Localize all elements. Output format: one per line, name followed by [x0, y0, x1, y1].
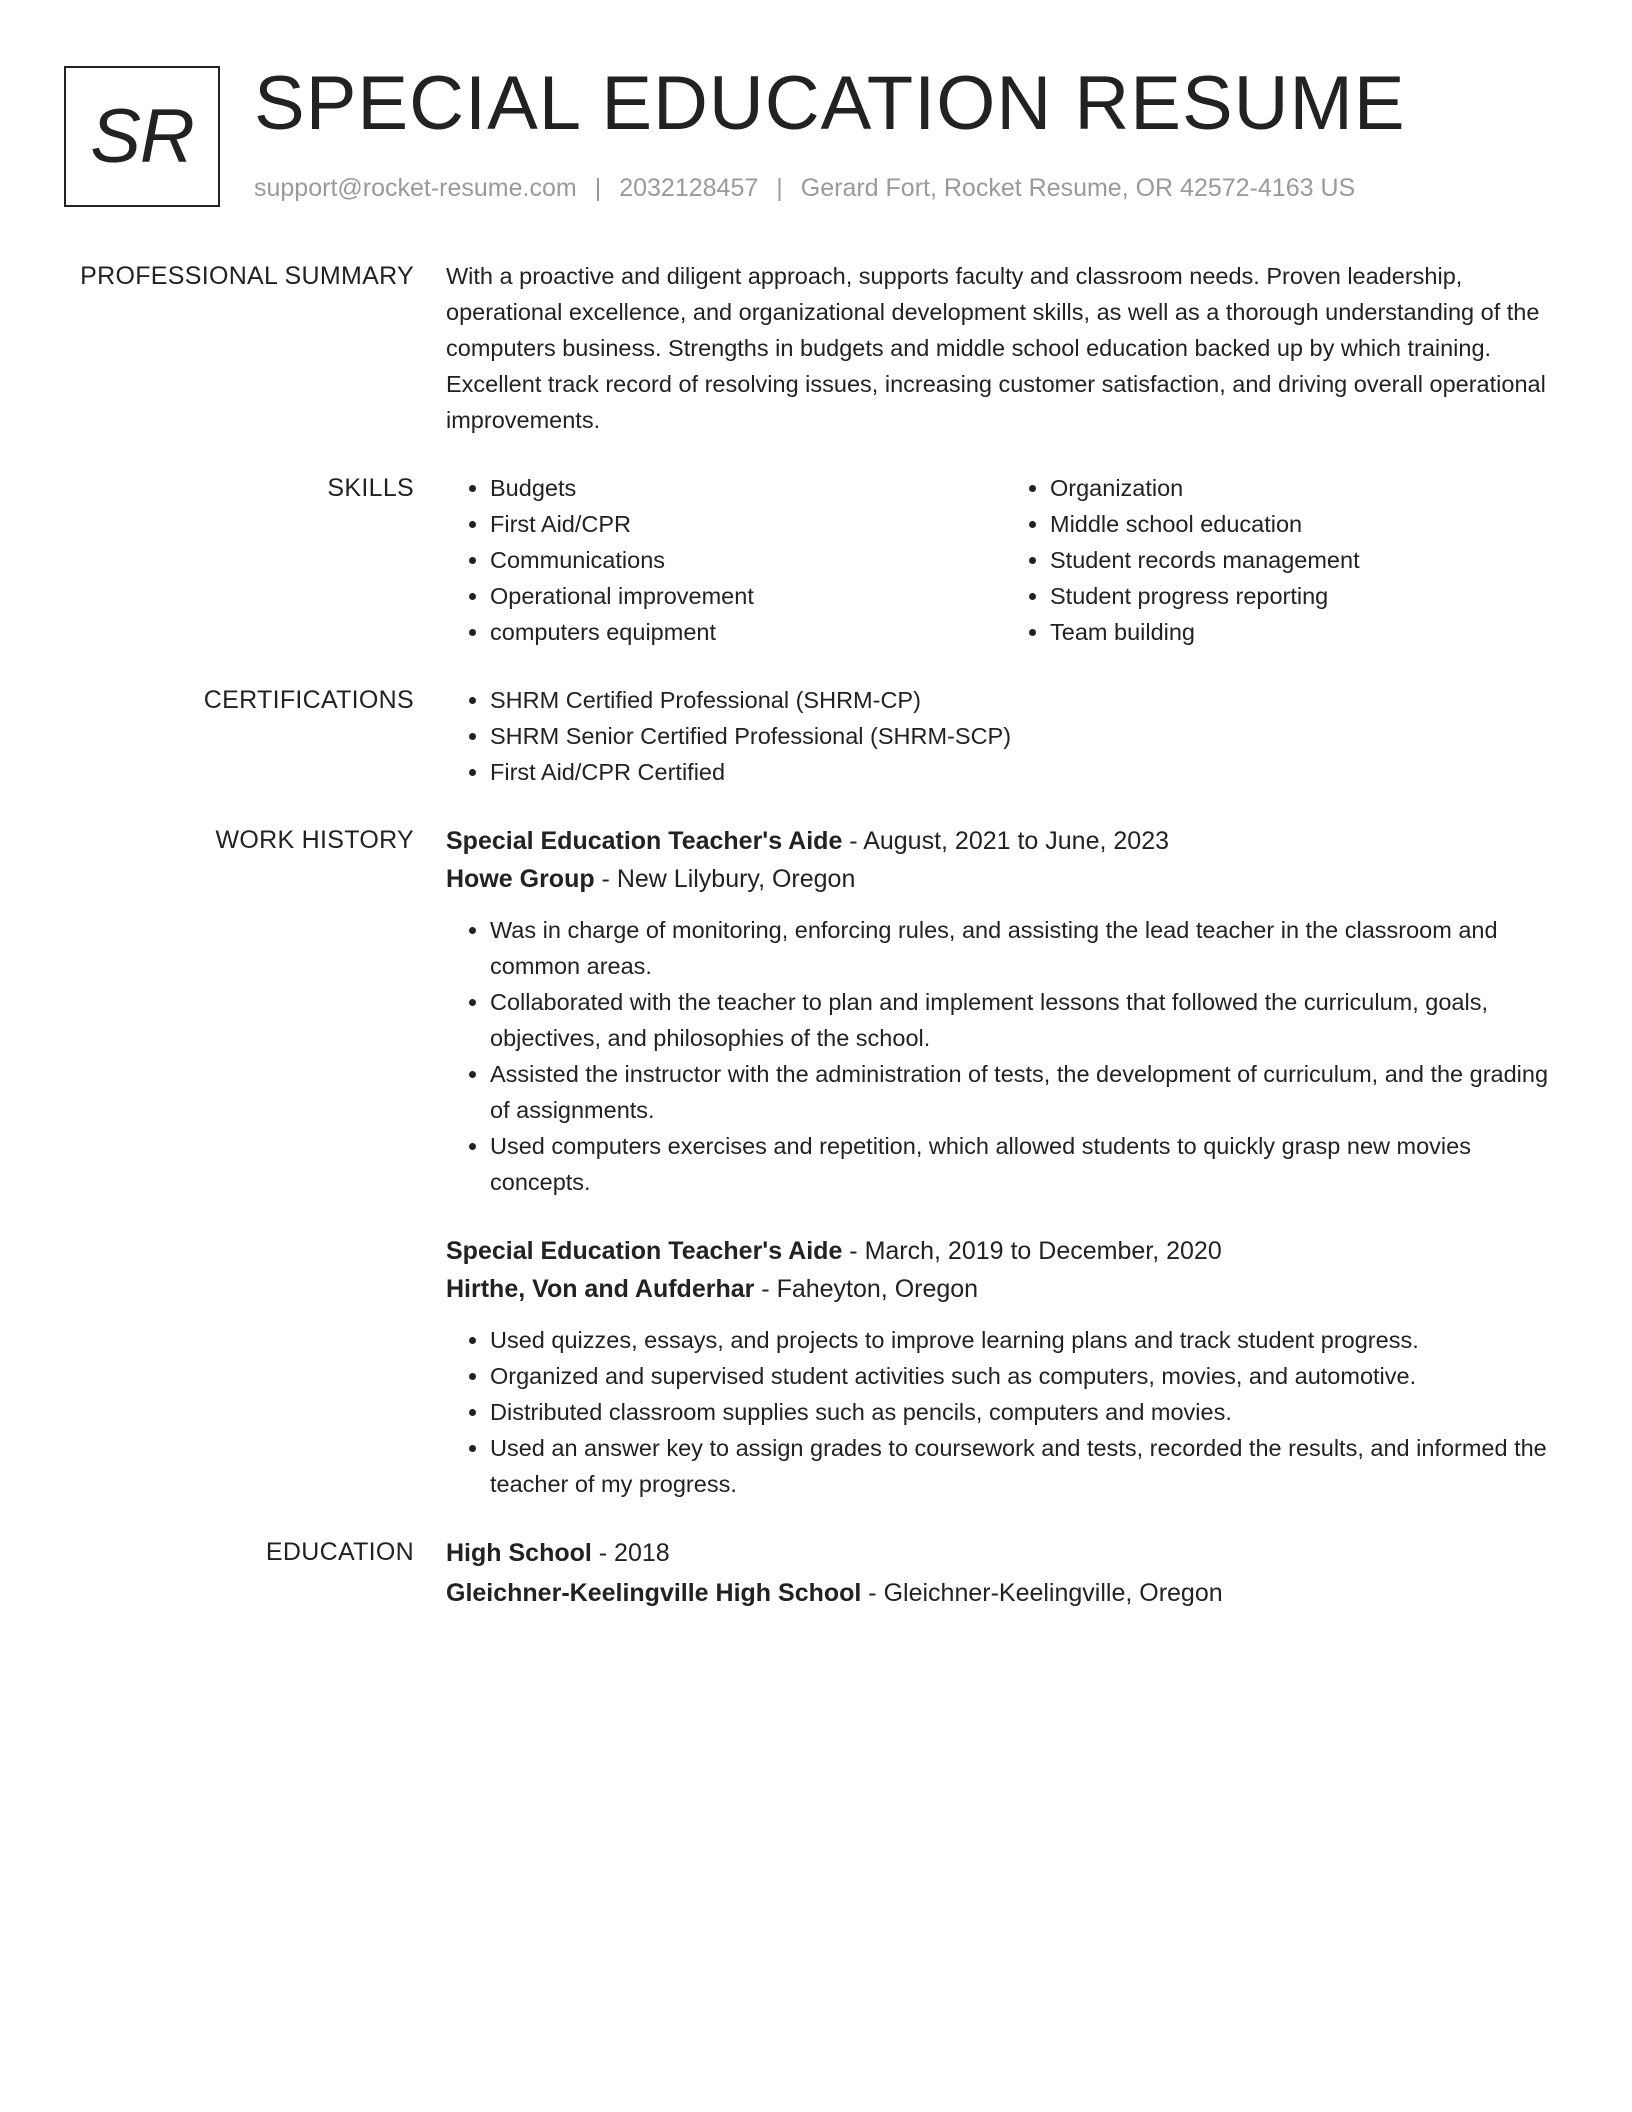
education-year: - 2018 [591, 1539, 670, 1567]
section-title-work-history: WORK HISTORY [215, 826, 414, 854]
education-school-line [446, 1574, 1566, 1612]
skill-item: • Middle school education [1050, 506, 1566, 542]
education-location: - Gleichner-Keelingville, Oregon [861, 1579, 1223, 1607]
job-bullet: • Was in charge of monitoring, enforcing rules, and assisting the lead teacher in the classroom and common areas. [490, 912, 1566, 984]
job-role: Special Education Teacher's Aide [446, 1237, 843, 1265]
job-location: - Faheyton, Oregon [754, 1275, 979, 1303]
contact-address: Gerard Fort, Rocket Resume, OR 42572-4163 US [800, 174, 1356, 202]
contact-email[interactable]: support@rocket-resume.com [254, 174, 577, 202]
job-bullet: • Organized and supervised student activities such as computers, movies, and automotive. [490, 1358, 1566, 1394]
job-entry [446, 822, 1566, 1200]
job-bullet: • Distributed classroom supplies such as pencils, computers and movies. [490, 1394, 1566, 1430]
job-company: Howe Group [446, 865, 595, 893]
job-title-line [446, 822, 1566, 860]
job-dates: - March, 2019 to December, 2020 [842, 1237, 1222, 1265]
section-title-education: EDUCATION [265, 1538, 414, 1566]
certifications-list [446, 682, 1566, 790]
contact-line [254, 174, 1355, 203]
job-role: Special Education Teacher's Aide [446, 827, 843, 855]
skill-item: • Communications [490, 542, 1006, 578]
job-company: Hirthe, Von and Aufderhar [446, 1275, 755, 1303]
skill-item: • Budgets [490, 470, 1006, 506]
skills-list [446, 470, 1566, 650]
skill-item: • First Aid/CPR [490, 506, 1006, 542]
certification-item: • SHRM Certified Professional (SHRM-CP) [490, 682, 1566, 718]
job-bullet: • Assisted the instructor with the administration of tests, the development of curriculum, and the grading of assignments. [490, 1056, 1566, 1128]
contact-separator: | [776, 174, 783, 202]
job-bullet: • Used quizzes, essays, and projects to improve learning plans and track student progress. [490, 1322, 1566, 1358]
skill-item: • Student progress reporting [1050, 578, 1566, 614]
skill-item: • Team building [1050, 614, 1566, 650]
job-dates: - August, 2021 to June, 2023 [842, 827, 1169, 855]
page-title: SPECIAL EDUCATION RESUME [254, 61, 1406, 146]
education-body [446, 1534, 1566, 1612]
skill-item: • Student records management [1050, 542, 1566, 578]
skills-column-left [446, 470, 1006, 650]
job-bullets [446, 1322, 1566, 1502]
job-bullet: • Collaborated with the teacher to plan and implement lessons that followed the curriculum, goals, objectives, and philosophies of the school. [490, 984, 1566, 1056]
skill-item: • Operational improvement [490, 578, 1006, 614]
skill-item: • computers equipment [490, 614, 1006, 650]
work-history-body [446, 822, 1566, 1502]
skills-column-right [1006, 470, 1566, 650]
monogram-logo: SR [64, 66, 220, 207]
job-location: - New Lilybury, Oregon [594, 865, 856, 893]
contact-separator: | [594, 174, 602, 202]
section-title-certifications: CERTIFICATIONS [203, 686, 414, 714]
job-company-line [446, 860, 1566, 898]
job-title-line [446, 1232, 1566, 1270]
education-degree-line [446, 1534, 1566, 1572]
job-bullets [446, 912, 1566, 1200]
resume-header [64, 61, 1564, 211]
skill-item: • Organization [1050, 470, 1566, 506]
job-bullet: • Used an answer key to assign grades to coursework and tests, recorded the results, and informed the teacher of my progress. [490, 1430, 1566, 1502]
certification-item: • SHRM Senior Certified Professional (SHRM-SCP) [490, 718, 1566, 754]
certification-item: • First Aid/CPR Certified [490, 754, 1566, 790]
job-entry [446, 1232, 1566, 1502]
education-school: Gleichner-Keelingville High School [446, 1579, 862, 1607]
education-degree: High School [446, 1539, 592, 1567]
job-company-line [446, 1270, 1566, 1308]
summary-text: With a proactive and diligent approach, supports faculty and classroom needs. Proven leadership, operational excellence, and organizational development skills, as well as a thorough understanding of the computers business. Strengths in budgets and middle school education backed up by which training. Excellent track record of resolving issues, increasing customer satisfaction, and driving overall operational improvements. [446, 263, 1546, 433]
section-title-summary: PROFESSIONAL SUMMARY [80, 262, 414, 290]
section-title-skills: SKILLS [327, 474, 414, 502]
contact-phone[interactable]: 2032128457 [619, 174, 759, 202]
job-bullet: • Used computers exercises and repetition, which allowed students to quickly grasp new movies concepts. [490, 1128, 1566, 1200]
